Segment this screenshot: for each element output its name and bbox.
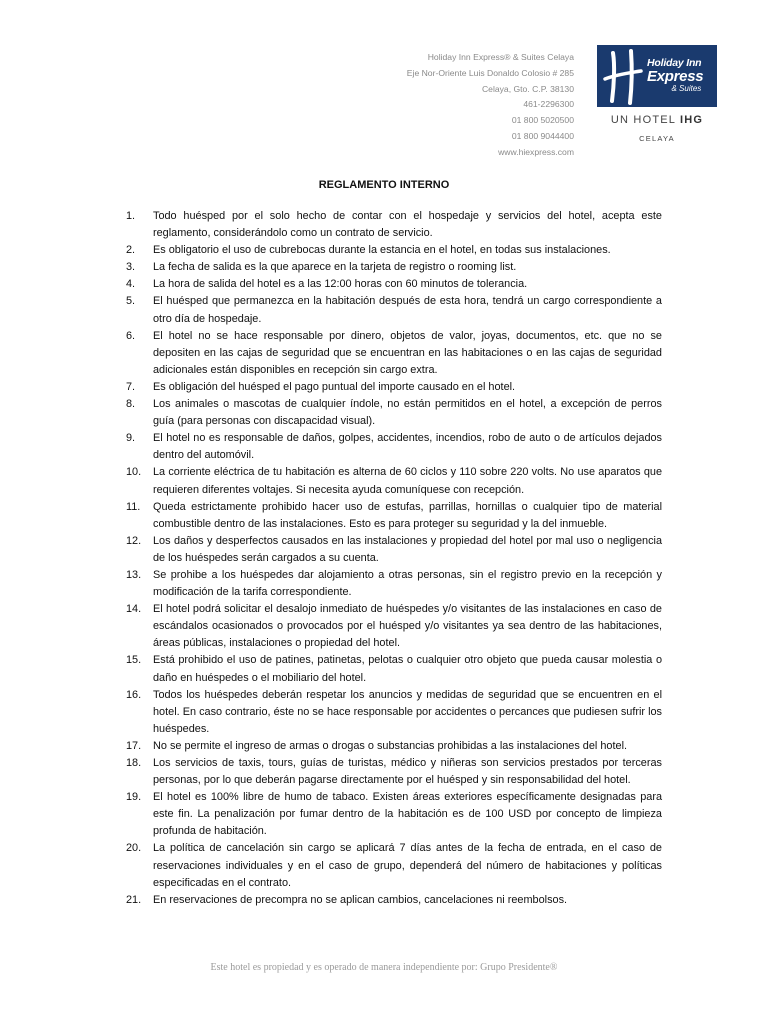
phone-line: 461-2296300 (523, 99, 574, 110)
rule-number: 10. (126, 466, 142, 479)
rule-text: Es obligación del huésped el pago puntual del importe causado en el hotel. (153, 380, 516, 393)
rule-text: En reservaciones de precompra no se aplican cambios, cancelaciones ni reembolsos. (153, 893, 568, 906)
rule-item (126, 840, 662, 891)
rule-text: Se prohibe a los huéspedes dar alojamiento a otras personas, sin el registro previo en la recepción y modificación de la tarifa correspondiente. (153, 568, 662, 599)
logo-city: CELAYA (639, 134, 675, 143)
rule-text: El hotel no es responsable de daños, golpes, accidentes, incendios, robo de auto o de artículos dejados dentro del automóvil. (153, 432, 662, 462)
hotel-address-block (407, 50, 574, 161)
rule-number: 6. (126, 329, 136, 342)
rule-text: No se permite el ingreso de armas o drogas o substancias prohibidas a las instalaciones del hotel. (153, 739, 628, 752)
rule-text: Los animales o mascotas de cualquier índole, no están permitidos en el hotel, a excepción de perros guía (para personas con discapacidad visual). (153, 398, 662, 428)
ihg-brand: IHG (679, 114, 704, 126)
rule-text: El hotel podrá solicitar el desalojo inmediato de huéspedes y/o visitantes de las instalaciones en caso de escándalos ocasionados o provocados por el huésped y/o visitantes ya sea dentro de las habitaciones, áreas públicas, instalaciones o propiedad del hotel. (153, 603, 662, 650)
rule-item (126, 328, 662, 379)
document-title: REGLAMENTO INTERNO (318, 179, 450, 191)
rule-number: 8. (126, 398, 136, 411)
rule-number: 5. (126, 295, 136, 308)
rule-item (126, 464, 662, 498)
rule-text: Los daños y desperfectos causados en las instalaciones y propiedad del hotel por mal uso o negligencia de los huéspedes serán cargados a su cuenta. (153, 534, 662, 564)
website-link[interactable]: www.hiexpress.com (498, 146, 574, 157)
rule-item (126, 379, 662, 396)
rule-number: 2. (126, 244, 136, 257)
rule-number: 9. (126, 432, 136, 445)
rule-number: 15. (126, 654, 142, 667)
rule-item (126, 276, 662, 293)
rule-text: Todo huésped por el solo hecho de contar con el hospedaje y servicios del hotel, acepta este reglamento, considerándolo como un contrato de servicio. (153, 210, 662, 240)
rule-item (126, 533, 662, 567)
phone-line: 01 800 9044400 (511, 130, 574, 141)
rule-number: 4. (126, 278, 136, 291)
rule-text: Queda estrictamente prohibido hacer uso de estufas, parrillas, hornillas o cualquier tipo de material combustible dentro de las instalaciones. Esto es para proteger su seguridad y la del inmueble. (153, 500, 662, 530)
rule-text: El hotel es 100% libre de humo de tabaco. Existen áreas exteriores específicamente designadas para este fin. La penalización por fumar dentro de la habitación es de 100 USD por concepto de limpieza profunda de habitación. (153, 791, 662, 838)
ownership-footer: Este hotel es propiedad y es operado de manera independiente por: Grupo Presidente® (210, 962, 558, 973)
h-logo-icon (601, 45, 645, 107)
rule-item (126, 259, 662, 276)
logo-wordmark (647, 58, 703, 93)
rule-text: Todos los huéspedes deberán respetar los anuncios y medidas de seguridad que se encuentren en el hotel. En caso contrario, éste no se hace responsable por accidentes o percances que pudiesen sufrir los huéspedes. (153, 688, 662, 735)
rule-number: 14. (126, 603, 142, 616)
rule-text: El hotel no se hace responsable por dinero, objetos de valor, joyas, documentos, etc. que no se depositen en las cajas de seguridad que se encuentran en las habitaciones o en las cajas de seguridad adicionales están disponibles en recepción sin cargo extra. (153, 329, 662, 376)
rule-item (126, 892, 662, 909)
rule-text: Está prohibido el uso de patines, patinetas, pelotas o cualquier otro objeto que pueda causar molestia o daño en huéspedes o el mobiliario del hotel. (153, 654, 662, 684)
rule-text: La política de cancelación sin cargo se aplicará 7 días antes de la fecha de entrada, en el caso de reservaciones individuales y en el caso de grupo, dependerá del número de habitaciones y políticas especificadas en el contrato. (153, 842, 662, 889)
rule-item (126, 738, 662, 755)
rule-number: 1. (126, 210, 136, 222)
rule-number: 18. (126, 757, 142, 769)
address-line: Eje Nor-Oriente Luis Donaldo Colosio # 285 (406, 67, 574, 78)
hotel-logo (597, 45, 717, 107)
logo-line-1: Holiday Inn (647, 57, 702, 70)
address-line: Celaya, Gto. C.P. 38130 (481, 83, 574, 94)
rule-item (126, 396, 662, 430)
rule-number: 21. (126, 893, 142, 906)
rule-item (126, 499, 662, 533)
rule-number: 19. (126, 791, 142, 804)
ihg-tagline (597, 114, 717, 126)
rule-item (126, 242, 662, 259)
logo-line-3: & Suites (671, 84, 702, 94)
ihg-prefix: UN HOTEL (610, 114, 676, 126)
rule-number: 13. (126, 568, 142, 581)
rule-text: Los servicios de taxis, tours, guías de turistas, médico y niñeras son servicios prestados por terceras personas, por lo que deberán pagarse directamente por el huésped y sin responsabilidad del hotel. (153, 757, 662, 787)
rule-item (126, 755, 662, 789)
rule-number: 17. (126, 739, 142, 752)
address-line: Holiday Inn Express® & Suites Celaya (427, 52, 574, 62)
rule-item (126, 789, 662, 840)
rule-number: 7. (126, 380, 136, 393)
rules-list (126, 208, 662, 909)
rule-text: El huésped que permanezca en la habitación después de esta hora, tendrá un cargo correspondiente a otro día de hospedaje. (153, 295, 662, 325)
rule-number: 16. (126, 688, 142, 701)
rule-item (126, 430, 662, 464)
rule-item (126, 208, 662, 242)
rule-number: 12. (126, 534, 142, 547)
rule-item (126, 293, 662, 327)
logo-line-2: Express (647, 68, 704, 86)
rule-item (126, 567, 662, 601)
rule-item (126, 687, 662, 738)
rule-number: 20. (126, 842, 142, 855)
rule-text: Es obligatorio el uso de cubrebocas durante la estancia en el hotel, en todas sus instalaciones. (153, 244, 611, 257)
rule-item (126, 652, 662, 686)
phone-line: 01 800 5020500 (511, 115, 574, 126)
rule-item (126, 601, 662, 652)
rule-number: 11. (126, 500, 141, 513)
rule-number: 3. (126, 261, 136, 274)
rule-text: La corriente eléctrica de tu habitación es alterna de 60 ciclos y 110 sobre 220 volts. No use aparatos que requieren diferentes voltajes. Si necesita ayuda comuníquese con recepción. (153, 466, 662, 496)
rule-text: La hora de salida del hotel es a las 12:00 horas con 60 minutos de tolerancia. (153, 278, 528, 291)
rule-text: La fecha de salida es la que aparece en la tarjeta de registro o rooming list. (153, 261, 517, 274)
